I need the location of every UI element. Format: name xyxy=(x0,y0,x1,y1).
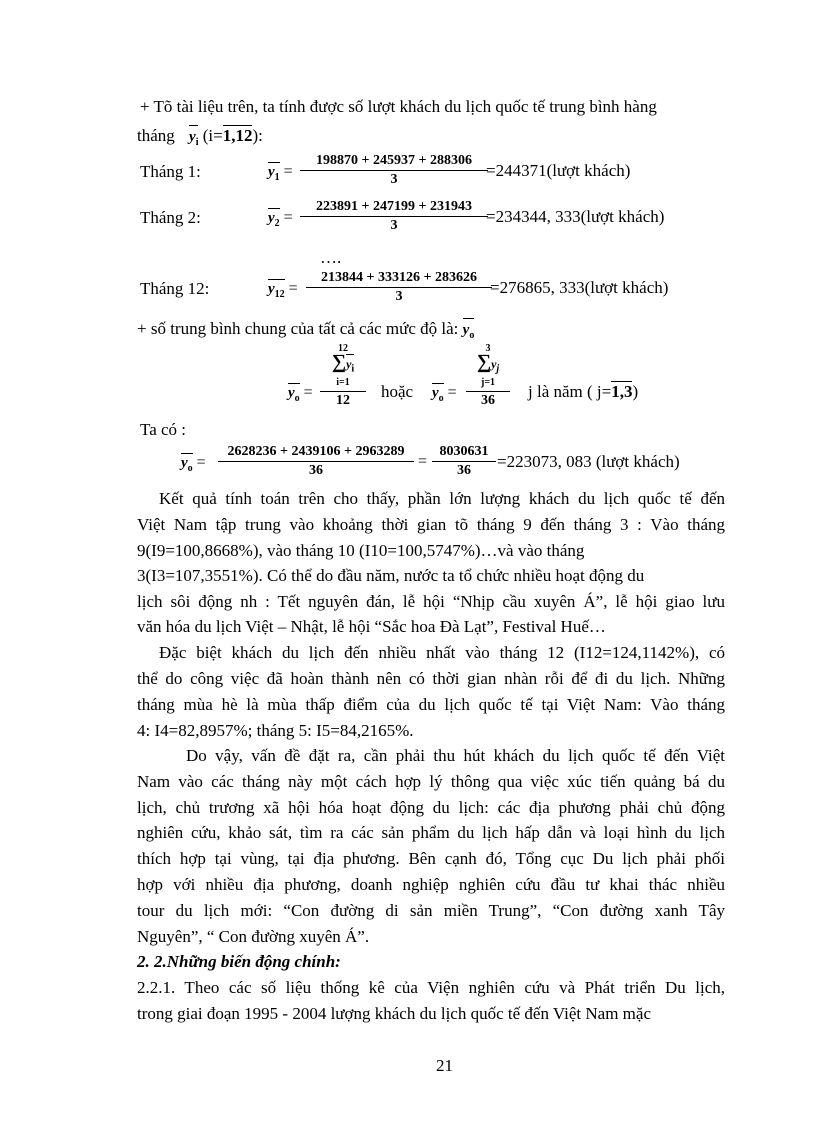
overall-intro xyxy=(137,318,474,346)
month-1-denominator: 3 xyxy=(300,170,488,189)
j-note-post: ) xyxy=(632,382,639,401)
ellipsis: …. xyxy=(320,248,342,267)
formula2-sum-top: 3 xyxy=(485,343,491,354)
month-12-result: =276865, 333(lượt khách) xyxy=(490,278,669,297)
month-1-label: Tháng 1: xyxy=(140,162,201,181)
para2-line-2: thể do công việc đã hoàn thành nên có thời gian nhàn rỗi để đi du lịch. Những xyxy=(137,669,725,688)
overall-intro-text: + số trung bình chung của tất cả các mức độ là: xyxy=(137,319,459,338)
para3-line-7: tour du lịch mới: “Con đường di sản miền Trung”, “Con đường xanh Tây xyxy=(137,901,725,920)
final-denominator-1: 36 xyxy=(218,461,414,480)
page-number: 21 xyxy=(436,1056,453,1075)
month-12-denominator: 3 xyxy=(306,287,492,306)
para3-line-4: nghiên cứu, khảo sát, tìm ra các sản phẩm du lịch hấp dẫn và loại hình du lịch xyxy=(137,823,725,842)
or-word: hoặc xyxy=(381,382,414,401)
para2-line-1: Đặc biệt khách du lịch đến nhiều nhất vào tháng 12 (I12=124,1142%), có xyxy=(159,643,725,662)
formula1-fraction xyxy=(320,343,366,410)
final-lhs: $y_o$ = xyxy=(181,454,206,474)
month-12-label: Tháng 12: xyxy=(140,279,210,298)
intro-line-2 xyxy=(137,125,263,153)
para1-line-3: 9(I9=100,8668%), vào tháng 10 (I10=100,5747%)…và vào tháng xyxy=(137,541,585,560)
para3-line-2: Nam vào các tháng này một cách hợp lý thông qua việc xúc tiến quảng bá du xyxy=(137,772,725,791)
formula1-sum-top: 12 xyxy=(338,343,348,354)
para3-line-5: thích hợp tại vùng, tại địa phương. Bên cạnh đó, Tổng cục Du lịch phải phối xyxy=(137,849,725,868)
month-12-y: $y_{12}$ = xyxy=(268,280,298,300)
final-result: =223073, 083 (lượt khách) xyxy=(497,452,680,471)
month-12-fraction xyxy=(306,269,492,306)
formula2-denominator: 36 xyxy=(466,391,510,410)
intro-line-1: + Tõ tài liệu trên, ta tính được số lượt khách du lịch quốc tế trung bình hàng xyxy=(140,97,657,116)
month-2-y: $y_2$ = xyxy=(268,209,293,229)
para1-line-6: văn hóa du lịch Việt – Nhật, lễ hội “Sắc hoa Đà Lạt”, Festival Huế… xyxy=(137,617,606,636)
para2-line-3: tháng mùa hè là mùa thấp điểm của du lịch quốc tế tại Việt Nam: Vào tháng xyxy=(137,695,725,714)
month-1-y: $y_1$ = xyxy=(268,163,293,183)
range-value: 1,12 xyxy=(222,126,253,145)
month-1-result: =244371(lượt khách) xyxy=(486,161,631,180)
month-1-numerator: 198870 + 245937 + 288306 xyxy=(316,153,472,168)
j-note-value: 1,3 xyxy=(611,382,633,401)
month-2-result: =234344, 333(lượt khách) xyxy=(486,207,665,226)
section-heading: 2. 2.Những biến động chính: xyxy=(137,952,341,971)
para1-line-5: lịch sôi động nh : Tết nguyên đán, lễ hội “Nhịp cầu xuyên Á”, lễ hội giao lưu xyxy=(137,592,725,611)
y0-symbol: $y_o$ xyxy=(463,318,475,346)
para4-line-2: trong giai đoạn 1995 - 2004 lượng khách du lịch quốc tế đến Việt Nam mặc xyxy=(137,1004,652,1023)
range-open: (i= xyxy=(202,126,223,145)
formula1-sigma: $\sum y_i$ xyxy=(320,354,366,377)
month-2-fraction xyxy=(300,198,488,235)
j-note-pre: j là năm ( j= xyxy=(528,382,612,401)
month-2-numerator: 223891 + 247199 + 231943 xyxy=(316,199,472,214)
final-denominator-2: 36 xyxy=(432,461,496,480)
formula2-fraction xyxy=(466,343,510,410)
para1-line-1: Kết quả tính toán trên cho thấy, phần lớn lượng khách du lịch quốc tế đến xyxy=(159,489,725,508)
para4-line-1: 2.2.1. Theo các số liệu thống kê của Viện nghiên cứu và Phát triển Du lịch, xyxy=(137,978,725,997)
j-note xyxy=(528,382,638,402)
formula2-sigma: $\sum y_j$ xyxy=(476,351,500,375)
formula1-sum-bottom: i=1 xyxy=(336,377,350,389)
final-numerator-2: 8030631 xyxy=(439,444,489,459)
para1-line-2: Việt Nam tập trung vào khoảng thời gian tõ tháng 9 đến tháng 3 : Vào tháng xyxy=(137,515,725,534)
month-2-label: Tháng 2: xyxy=(140,208,201,227)
para1-line-4: 3(I3=107,3551%). Có thể do đầu năm, nước ta tổ chức nhiều hoạt động du xyxy=(137,566,645,585)
para3-line-6: hợp với nhiều địa phương, doanh nghiệp nghiên cứu đầu tư khai thác nhiều xyxy=(137,875,725,894)
final-equals: = xyxy=(418,453,428,470)
formula2-sum-bottom: j=1 xyxy=(480,377,496,389)
final-fraction-1 xyxy=(218,443,414,480)
month-2-denominator: 3 xyxy=(300,216,488,235)
para3-line-1: Do vậy, vấn đề đặt ra, cần phải thu hút khách du lịch quốc tế đến Việt xyxy=(186,746,725,765)
formula2-lhs: $y_o$ = xyxy=(432,384,457,404)
final-numerator-1: 2628236 + 2439106 + 2963289 xyxy=(227,444,405,459)
intro-word-thang: tháng xyxy=(137,126,175,145)
month-12-numerator: 213844 + 333126 + 283626 xyxy=(321,270,477,285)
para3-line-8: Nguyên”, “ Con đường xuyên Á”. xyxy=(137,927,370,946)
final-fraction-2 xyxy=(432,443,496,480)
para2-line-4: 4: I4=82,8957%; tháng 5: I5=84,2165%. xyxy=(137,721,414,740)
y-i-symbol: $y_i$ xyxy=(189,125,198,153)
para3-line-3: lịch, chủ trương xã hội hóa hoạt động du lịch: các địa phương phải chủ động xyxy=(137,798,725,817)
month-1-fraction xyxy=(300,152,488,189)
ta-co: Ta có : xyxy=(140,420,187,439)
formula1-lhs: $y_o$ = xyxy=(288,384,313,404)
range-close: ): xyxy=(252,126,263,145)
formula1-denominator: 12 xyxy=(320,391,366,410)
